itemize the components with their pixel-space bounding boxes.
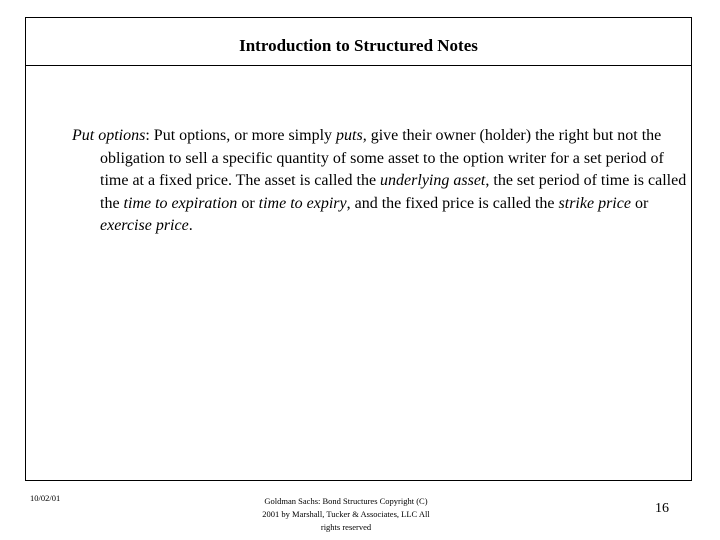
slide-title: Introduction to Structured Notes <box>239 36 478 55</box>
body-text: , the set period of time is called the <box>100 172 687 212</box>
body-text: or <box>630 194 649 212</box>
body-text: , and the fixed price is called the <box>346 194 559 212</box>
term-underlying-asset: underlying asset <box>380 172 486 189</box>
term-strike-price: strike price <box>558 194 631 212</box>
footer-date: 10/02/01 <box>30 493 61 503</box>
term-puts: puts, <box>336 127 367 144</box>
body-text: give their owner (holder) the right but not the obligation to sell a specific quantity of some asset to the option writer for a set period of time at a fixed price. The asset is called the <box>100 127 664 189</box>
term-time-to-expiration: time to expiration <box>123 194 238 212</box>
term-exercise-price: exercise price <box>100 217 189 234</box>
slide-frame <box>25 17 692 481</box>
term-put-options: Put options <box>72 127 146 144</box>
title-divider <box>25 65 692 66</box>
body-paragraph <box>72 125 690 238</box>
body-text: : Put options, or more simply <box>145 127 337 144</box>
footer-copyright-line: 2001 by Marshall, Tucker & Associates, LLC All <box>262 509 430 519</box>
footer-copyright-line: Goldman Sachs: Bond Structures Copyright (C) <box>264 496 428 506</box>
footer-copyright-line: rights reserved <box>320 522 372 532</box>
body-text: or <box>237 194 259 212</box>
term-time-to-expiry: time to expiry <box>258 194 347 212</box>
page-number: 16 <box>655 501 669 516</box>
body-text: . <box>188 217 193 234</box>
footer-copyright <box>240 495 452 534</box>
